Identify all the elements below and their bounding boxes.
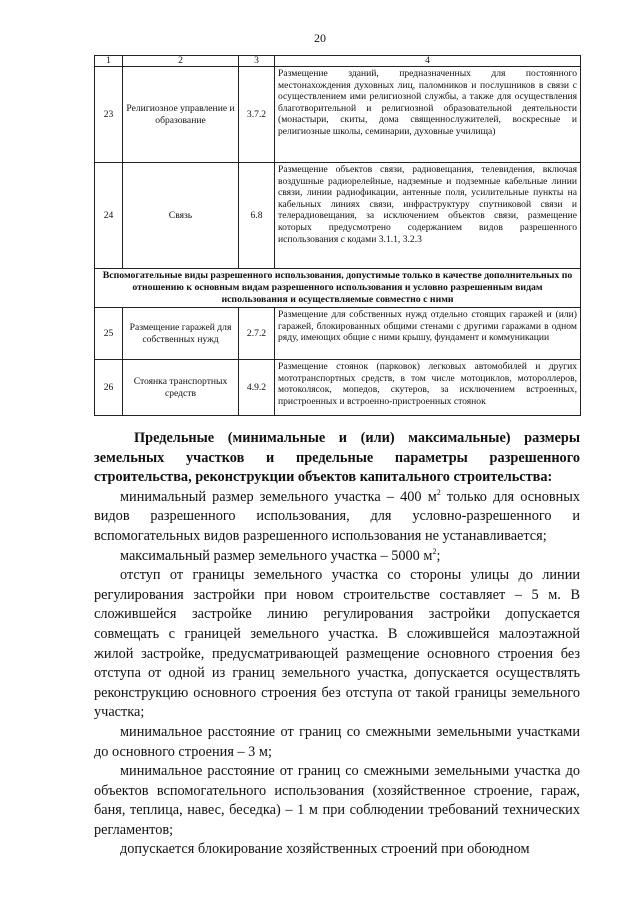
header-cell: 4 bbox=[275, 56, 581, 67]
table-section-row bbox=[95, 269, 581, 308]
superscript: 2 bbox=[432, 546, 437, 556]
text-run: минимальный размер земельного участка – 400 м bbox=[120, 488, 437, 505]
paragraph: отступ от границы земельного участка со стороны улицы до линии регулирования застройки при новом строительстве составляет – 5 м. В сложившейся застройке линию регулирования застройки допускается совмещать с границей земельного участка. В сложившейся малоэтажной жилой застройке, предусматривающей размещение основного строения без отступа от одной из границ земельного участка, допускается осуществлять реконструкцию основного строения без отступа от такой границы земельного участка; bbox=[94, 567, 580, 721]
table-header-row bbox=[95, 56, 581, 67]
text-run: максимальный размер земельного участка – 5000 м bbox=[120, 547, 433, 564]
use-type-code: 4.9.2 bbox=[239, 360, 275, 416]
table-row bbox=[95, 308, 581, 360]
body-text bbox=[94, 429, 580, 860]
header-cell: 2 bbox=[123, 56, 239, 67]
section-title: Вспомогательные виды разрешенного использования, допустимые только в качестве дополнительных по отношению к основным видам разрешенного использования и условно разрешенным видам использования и осуществляемые совместно с ними bbox=[95, 269, 581, 308]
use-type-name: Размещение гаражей для собственных нужд bbox=[123, 308, 239, 360]
use-type-name: Связь bbox=[123, 163, 239, 269]
row-number: 25 bbox=[95, 308, 123, 360]
row-number: 24 bbox=[95, 163, 123, 269]
paragraph bbox=[94, 547, 580, 567]
land-use-table bbox=[94, 55, 581, 416]
use-type-name: Стоянка транспортных средств bbox=[123, 360, 239, 416]
text-run: ; bbox=[436, 547, 441, 564]
row-number: 26 bbox=[95, 360, 123, 416]
use-type-description: Размещение зданий, предназначенных для постоянного местонахождения духовных лиц, паломников и послушников в связи с осуществлением ими религиозной службы, а также для осуществления благотворительной и религиозной образовательной деятельности (монастыри, скиты, дома священнослужителей, воскресные и религиозные школы, семинарии, духовные училища) bbox=[275, 67, 581, 163]
paragraph: допускается блокирование хозяйственных строений при обоюдном bbox=[120, 841, 530, 858]
use-type-description: Размещение стоянок (парковок) легковых автомобилей и других мототранспортных средств, в том числе мотоциклов, мотороллеров, мотоколясок, мопедов, скутеров, за исключением встроенных, пристроенных и встроенно-пристроенных стоянок bbox=[275, 360, 581, 416]
section-heading: Предельные (минимальные и (или) максимальные) размеры земельных участков и предельные параметры разрешенного строительства, реконструкции объектов капитального строительства: bbox=[94, 430, 580, 486]
header-cell: 1 bbox=[95, 56, 123, 67]
table-row bbox=[95, 163, 581, 269]
paragraph: минимальное расстояние от границ со смежными земельными участка до объектов вспомогательного использования (хозяйственное строение, гараж, баня, теплица, навес, беседка) – 1 м при соблюдении требований технических регламентов; bbox=[94, 763, 580, 838]
use-type-description: Размещение объектов связи, радиовещания, телевидения, включая воздушные радиорелейные, надземные и подземные кабельные линии связи, линии радиофикации, антенные поля, усилительные пункты на кабельных линиях связи, инфраструктуру спутниковой связи и телерадиовещания, за исключением объектов связи, размещение которых предусмотрено содержанием видов разрешенного использования с кодами 3.1.1, 3.2.3 bbox=[275, 163, 581, 269]
paragraph: минимальное расстояние от границ со смежными земельными участками до основного строения – 3 м; bbox=[94, 723, 580, 760]
header-cell: 3 bbox=[239, 56, 275, 67]
use-type-description: Размещение для собственных нужд отдельно стоящих гаражей и (или) гаражей, блокированных общими стенами с другими гаражами в одном ряду, имеющих общие с ними крышу, фундамент и коммуникации bbox=[275, 308, 581, 360]
text-run: только для основных видов разрешенного использования, для условно-разрешенного и вспомогательных видов разрешенного использования не устанавливается; bbox=[94, 488, 580, 544]
paragraph bbox=[94, 488, 580, 547]
superscript: 2 bbox=[436, 488, 441, 498]
use-type-code: 3.7.2 bbox=[239, 67, 275, 163]
table-row bbox=[95, 360, 581, 416]
table-row bbox=[95, 67, 581, 163]
use-type-code: 2.7.2 bbox=[239, 308, 275, 360]
page-number: 20 bbox=[314, 31, 326, 45]
use-type-name: Религиозное управление и образование bbox=[123, 67, 239, 163]
use-type-code: 6.8 bbox=[239, 163, 275, 269]
row-number: 23 bbox=[95, 67, 123, 163]
